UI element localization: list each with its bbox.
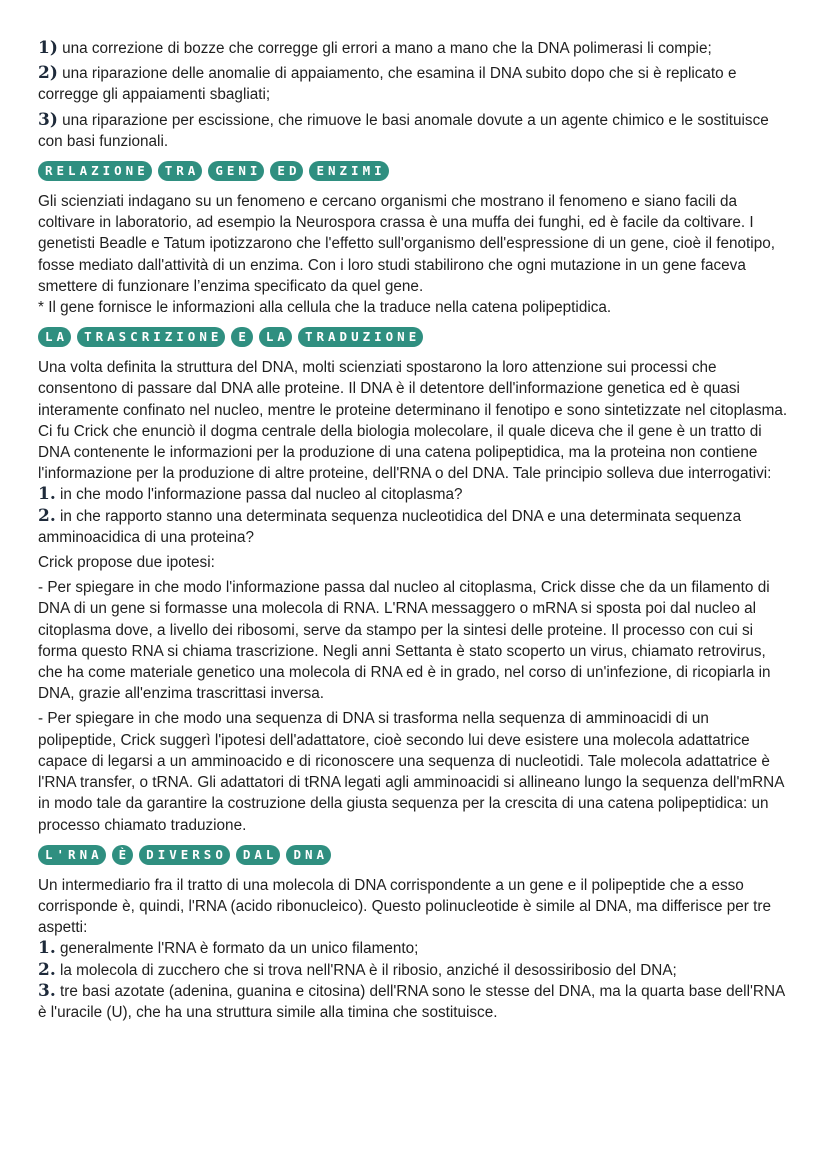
intro-item bbox=[38, 38, 790, 59]
heading-word: È bbox=[112, 845, 134, 865]
heading-word: RELAZIONE bbox=[38, 161, 152, 181]
section-heading bbox=[38, 160, 790, 182]
item-text: generalmente l'RNA è formato da un unico filamento; bbox=[55, 940, 419, 958]
section-note: * Il gene fornisce le informazioni alla cellula che la traduce nella catena polipeptidica. bbox=[38, 299, 612, 317]
item-text: la molecola di zucchero che si trova nell'RNA è il ribosio, anziché il desossiribosio del DNA; bbox=[55, 961, 677, 979]
heading-word: ENZIMI bbox=[309, 161, 388, 181]
item-number: 1) bbox=[38, 38, 58, 58]
document-page bbox=[38, 38, 790, 1023]
section-heading bbox=[38, 844, 790, 866]
item-text: una riparazione delle anomalie di appaiamento, che esamina il DNA subito dopo che si è replicato e corregge gli appaiamenti sbagliati; bbox=[38, 65, 737, 104]
heading-word: L'RNA bbox=[38, 845, 106, 865]
item-number: 2. bbox=[38, 959, 56, 980]
intro-item bbox=[38, 110, 790, 152]
question-item bbox=[38, 506, 790, 548]
item-number: 2. bbox=[38, 505, 56, 526]
item-number: 3) bbox=[38, 109, 58, 130]
rna-item bbox=[38, 960, 790, 981]
section-paragraph: Un intermediario fra il tratto di una molecola di DNA corrispondente a un gene e il polipeptide che a esso corrisponde è, quindi, l'RNA (acido ribonucleico). Questo polinucleotide è simile al DNA, ma differisce per tre aspetti: bbox=[38, 876, 771, 937]
heading-word: DIVERSO bbox=[139, 845, 230, 865]
item-text: in che rapporto stanno una determinata sequenza nucleotidica del DNA e una determinata sequenza amminoacidica di una proteina? bbox=[38, 507, 742, 546]
section-paragraph: Gli scienziati indagano su un fenomeno e cercano organismi che mostrano il fenomeno e siano facili da coltivare in laboratorio, ad esempio la Neurospora crassa è una muffa dei funghi, ed è facile da coltivare. I genetisti Beadle e Tatum ipotizzarono che l'effetto sull'organismo dell'espressione di un gene, cioè il fenotipo, fosse mediato dall'attività di un enzima. Con i loro studi stabilirono che ogni mutazione in un gene faceva smettere di funzionare l’enzima specificato da quel gene. bbox=[38, 193, 775, 295]
item-number: 1. bbox=[38, 938, 56, 959]
rna-item bbox=[38, 938, 790, 959]
item-text: tre basi azotate (adenina, guanina e citosina) dell'RNA sono le stesse del DNA, ma la quarta base dell'RNA è l'uracile (U), che ha una struttura simile alla timina che sostituisce. bbox=[38, 982, 785, 1021]
intro-item bbox=[38, 63, 790, 105]
item-text: una riparazione per escissione, che rimuove le basi anomale dovute a un agente chimico e le sostituisce con basi funzionali. bbox=[38, 111, 769, 150]
item-number: 2) bbox=[38, 63, 58, 84]
heading-word: LA bbox=[38, 327, 71, 347]
heading-word: E bbox=[231, 327, 253, 347]
heading-word: DAL bbox=[236, 845, 281, 865]
heading-word: GENI bbox=[208, 161, 264, 181]
question-item bbox=[38, 484, 790, 505]
heading-word: LA bbox=[259, 327, 292, 347]
heading-word: TRADUZIONE bbox=[298, 327, 423, 347]
crick-intro: Crick propose due ipotesi: bbox=[38, 554, 215, 572]
hypothesis-paragraph: - Per spiegare in che modo una sequenza di DNA si trasforma nella sequenza di amminoacidi di un polipeptide, Crick suggerì l'ipotesi dell'adattatore, cioè secondo lui deve esistere una molecola adattatrice capace di legarsi a un amminoacido e di riconoscere una sequenza di nucleotidi. Tale molecola adattatrice è l'RNA transfer, o tRNA. Gli adattatori di tRNA legati agli amminoacidi si allineano lungo la sequenza dell'mRNA in modo tale da garantire la costruzione della giusta sequenza per la crescita di una catena polipeptidica: un processo chiamato traduzione. bbox=[38, 710, 784, 834]
item-text: una correzione di bozze che corregge gli errori a mano a mano che la DNA polimerasi li compie; bbox=[57, 40, 712, 57]
heading-word: TRA bbox=[158, 161, 203, 181]
hypothesis-paragraph: - Per spiegare in che modo l'informazione passa dal nucleo al citoplasma, Crick disse che da un filamento di DNA di un gene si formasse una molecola di RNA. L'RNA messaggero o mRNA si sposta poi dal nucleo al citoplasma dove, a livello dei ribosomi, serve da stampo per la sintesi delle proteine. Il processo con cui si forma questo RNA si chiama trascrizione. Negli anni Settanta è stato scoperto un virus, chiamato retrovirus, che ha come materiale genetico una molecola di RNA ed è in grado, nel corso di un'infezione, di ricopiarla in DNA, grazie all'enzima trascrittasi inversa. bbox=[38, 579, 771, 703]
heading-word: DNA bbox=[286, 845, 331, 865]
heading-word: TRASCRIZIONE bbox=[77, 327, 225, 347]
heading-word: ED bbox=[270, 161, 303, 181]
section-heading bbox=[38, 326, 790, 348]
item-text: in che modo l'informazione passa dal nucleo al citoplasma? bbox=[55, 486, 463, 504]
section-paragraph: Una volta definita la struttura del DNA, molti scienziati spostarono la loro attenzione sui processi che consentono di passare dal DNA alle proteine. Il DNA è il detentore dell'informazione genetica ed è quasi interamente confinato nel nucleo, mentre le proteine determinano il fenotipo e sono sintetizzate nel citoplasma. Ci fu Crick che enunciò il dogma centrale della biologia molecolare, il quale diceva che il gene è un tratto di DNA contenente le informazioni per la produzione di una catena polipeptidica, ma la proteina non contiene l'informazione per la produzione di altre proteine, dell'RNA o del DNA. Tale principio solleva due interrogativi: bbox=[38, 359, 788, 483]
rna-item bbox=[38, 981, 790, 1023]
item-number: 1. bbox=[38, 484, 56, 505]
item-number: 3. bbox=[38, 980, 56, 1001]
